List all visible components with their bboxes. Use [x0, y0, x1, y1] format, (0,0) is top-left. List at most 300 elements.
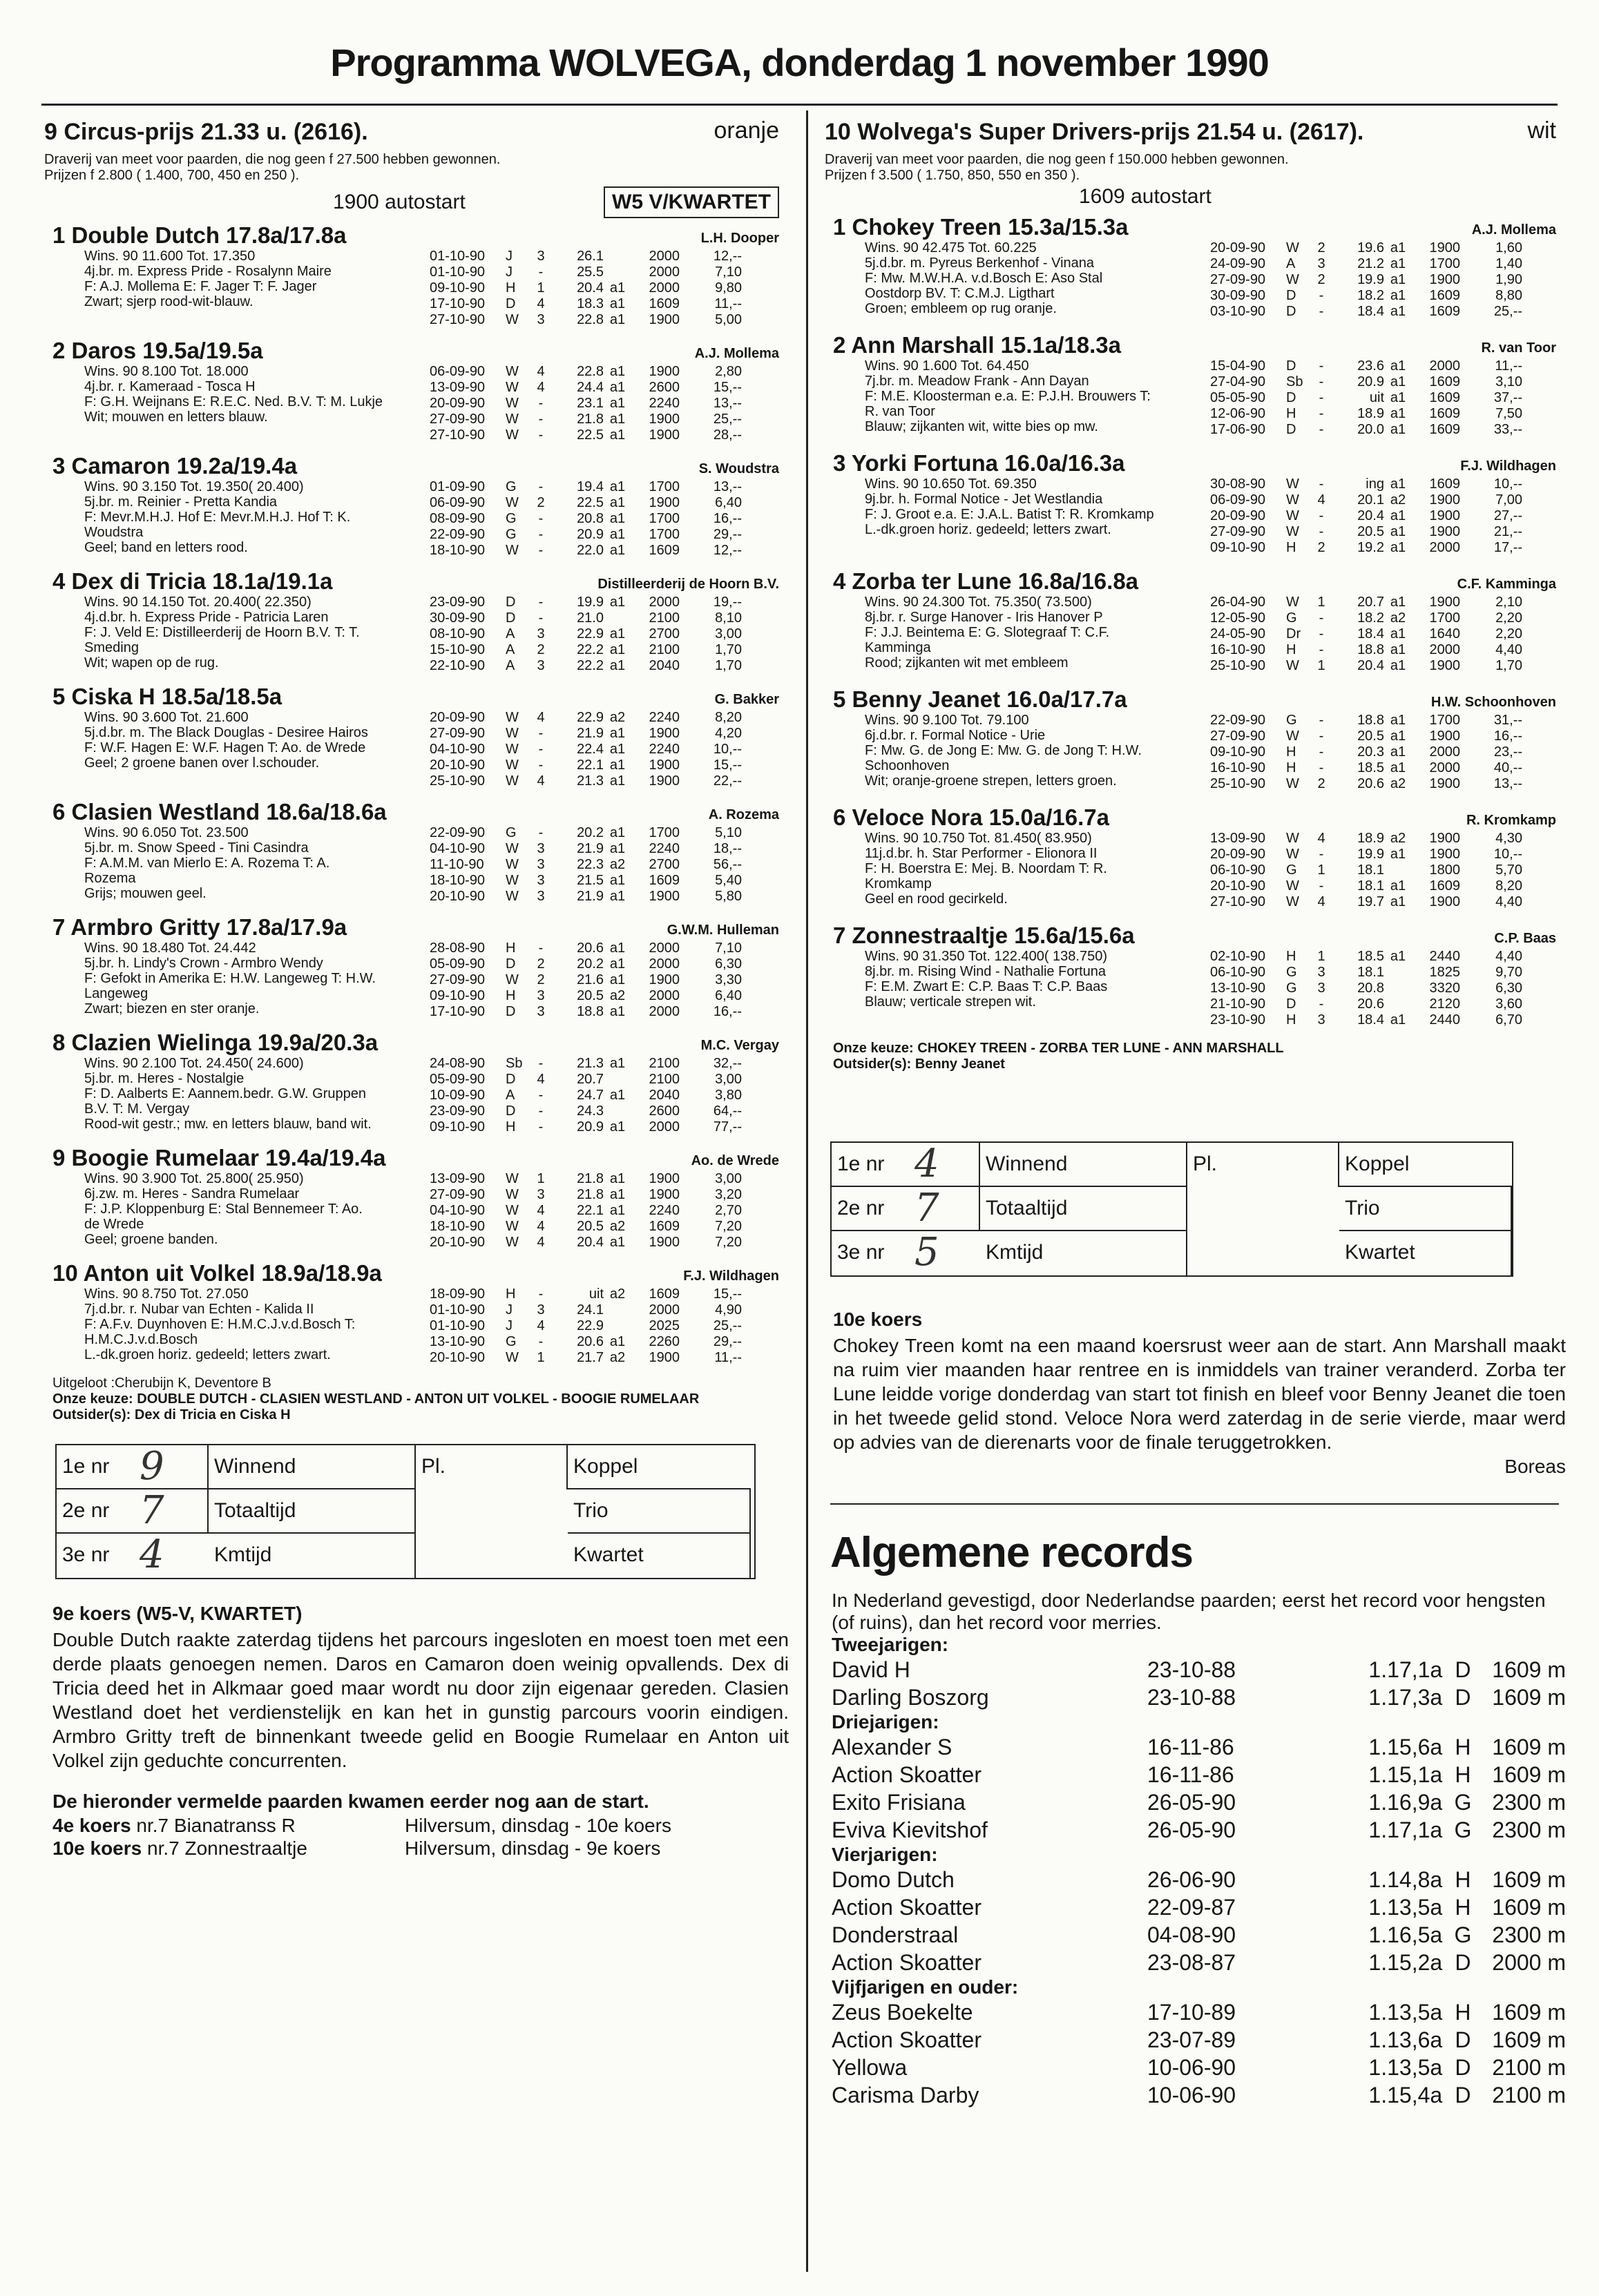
form-place: -	[1319, 626, 1324, 641]
form-start: a1	[609, 742, 626, 757]
form-time: 20.6	[577, 940, 604, 956]
horse-info-line: Wins. 90 11.600 Tot. 17.350	[84, 249, 256, 264]
form-row	[430, 380, 789, 396]
form-distance: 1900	[649, 773, 680, 789]
record-date: 16-11-86	[1147, 1735, 1234, 1759]
form-distance: 3320	[1429, 981, 1460, 996]
records-group-label: Vijfjarigen en ouder:	[832, 1976, 1019, 1998]
race-condition-line: Draverij van meet voor paarden, die nog geen f 27.500 hebben gewonnen.	[44, 152, 501, 167]
form-place: -	[538, 479, 544, 494]
form-time: 18.4	[1357, 626, 1384, 641]
form-start: a1	[609, 543, 626, 558]
form-track: J	[506, 1318, 513, 1333]
record-time: 1.15,2a	[1368, 1950, 1443, 1975]
form-distance: 1609	[649, 1219, 680, 1234]
form-track: D	[1286, 304, 1296, 319]
form-date: 17-06-90	[1210, 422, 1266, 437]
horse-details	[43, 710, 789, 789]
form-place: 1	[1317, 658, 1325, 673]
form-odds: 16,--	[713, 1004, 742, 1019]
form-distance: 2000	[1429, 642, 1460, 657]
form-start: a1	[1390, 713, 1406, 728]
form-row	[1210, 878, 1566, 894]
record-track: H	[1455, 1895, 1471, 1920]
horse-info-line: 5j.br. h. Lindy's Crown - Armbro Wendy	[84, 956, 323, 971]
horse-info-line: Wins. 90 9.100 Tot. 79.100	[865, 713, 1029, 728]
form-time: 18.8	[1357, 642, 1384, 657]
horse-info-line: F: A.M.M. van Mierlo E: A. Rozema T: A.	[84, 856, 330, 871]
form-time: 22.3	[577, 857, 604, 872]
form-time: 22.1	[577, 1203, 604, 1218]
form-track: W	[506, 857, 519, 872]
form-date: 09-10-90	[1210, 540, 1266, 555]
record-row	[832, 1998, 1566, 2026]
form-time: 22.1	[577, 758, 604, 773]
record-horse: Donderstraal	[832, 1922, 959, 1947]
form-odds: 23,--	[1493, 744, 1522, 760]
form-distance: 2040	[649, 658, 680, 673]
form-date: 20-09-90	[1210, 847, 1266, 862]
handwritten-number: 9	[140, 1444, 164, 1489]
horse-entry	[823, 923, 1566, 1028]
form-place: 4	[537, 1072, 545, 1087]
form-place: -	[538, 1088, 544, 1103]
form-distance: 2120	[1429, 996, 1460, 1012]
form-start: a1	[609, 626, 626, 641]
form-odds: 9,80	[715, 280, 742, 296]
form-time: 18.5	[1357, 949, 1384, 964]
result-label: Koppel	[573, 1455, 638, 1478]
horse-details	[43, 825, 789, 905]
record-distance: 1609 m	[1492, 1657, 1566, 1682]
form-time: 18.5	[1357, 760, 1384, 775]
result-cell	[1339, 1143, 1512, 1187]
form-distance: 1900	[1429, 272, 1460, 287]
form-row	[430, 1302, 789, 1318]
form-place: 3	[1317, 965, 1325, 980]
form-time: 20.4	[577, 280, 604, 296]
form-date: 12-06-90	[1210, 406, 1266, 421]
form-start	[604, 610, 631, 626]
form-place: 3	[1317, 256, 1325, 271]
horse-name: 8 Clazien Wielinga 19.9a/20.3a	[52, 1030, 379, 1055]
form-start: a1	[1390, 358, 1406, 374]
form-odds: 6,30	[715, 956, 742, 972]
race-title: 10 Wolvega's Super Drivers-prijs 21.54 u. (2617).	[825, 119, 1364, 145]
form-row	[1210, 658, 1566, 674]
horse-info-line: Wins. 90 2.100 Tot. 24.450( 24.600)	[84, 1056, 304, 1071]
form-row	[1210, 729, 1566, 744]
form-odds: 28,--	[713, 427, 742, 443]
form-track: W	[506, 396, 519, 411]
form-odds: 2,10	[1495, 595, 1522, 610]
form-time: 21.2	[1357, 256, 1384, 271]
record-row	[832, 2081, 1566, 2109]
form-row	[1210, 949, 1566, 965]
horse-name: 1 Chokey Treen 15.3a/15.3a	[833, 214, 1129, 240]
form-date: 27-09-90	[430, 972, 486, 987]
record-horse: Zeus Boekelte	[832, 2000, 973, 2025]
prev-horse: nr.7 Zonnestraaltje	[147, 1837, 307, 1859]
record-track: H	[1455, 1735, 1471, 1759]
form-track: G	[1286, 965, 1297, 980]
bet-type-box: W5 V/KWARTET	[604, 186, 779, 218]
horse-info-line: 5j.d.br. m. Pyreus Berkenhof - Vinana	[865, 255, 1095, 271]
form-row	[1210, 540, 1566, 556]
form-start: a1	[1390, 760, 1406, 775]
form-start	[604, 249, 631, 264]
form-row	[430, 726, 789, 742]
form-place: 4	[1317, 492, 1325, 508]
form-track: W	[506, 841, 519, 856]
horse-details	[823, 831, 1566, 910]
form-start: a1	[609, 1004, 626, 1019]
horse-info-line: Zwart; biezen en ster oranje.	[84, 1001, 260, 1016]
form-odds: 7,10	[715, 940, 742, 956]
form-date: 20-09-90	[430, 396, 486, 411]
horse-entry	[823, 686, 1566, 792]
horse-info	[823, 831, 1210, 910]
form-distance: 2000	[649, 595, 680, 610]
horse-info-line: F: J. Groot e.a. E: J.A.L. Batist T: R. Kromkamp	[865, 507, 1154, 522]
pick-line: Onze keuze: DOUBLE DUTCH - CLASIEN WESTLAND - ANTON UIT VOLKEL - BOOGIE RUMELAAR	[52, 1391, 700, 1407]
record-distance: 1609 m	[1492, 1895, 1566, 1920]
form-distance: 1900	[649, 1187, 680, 1202]
form-date: 22-09-90	[1210, 713, 1266, 728]
result-label: Totaaltijd	[986, 1197, 1068, 1219]
form-distance: 1900	[1429, 894, 1460, 909]
form-odds: 6,70	[1495, 1012, 1522, 1028]
form-date: 24-05-90	[1210, 626, 1266, 641]
form-date: 25-10-90	[430, 773, 486, 789]
horse-entry	[43, 684, 789, 789]
form-start: a1	[1390, 406, 1406, 421]
horse-name: 6 Clasien Westland 18.6a/18.6a	[52, 799, 387, 824]
form-time: 19.9	[577, 595, 604, 610]
form-place: -	[1319, 476, 1324, 492]
form-row	[430, 396, 789, 412]
horse-info-line: Rood-wit gestr.; mw. en letters blauw, band wit.	[84, 1117, 372, 1132]
form-distance: 2100	[649, 1072, 680, 1087]
horse-info-line: 7j.br. m. Meadow Frank - Ann Dayan	[865, 374, 1089, 389]
form-time: 19.2	[1357, 540, 1384, 555]
form-place: 4	[1317, 831, 1325, 846]
form-distance: 2600	[649, 380, 680, 395]
record-date: 23-10-88	[1147, 1657, 1236, 1682]
record-horse: David H	[832, 1657, 910, 1682]
horse-name: 7 Zonnestraaltje 15.6a/15.6a	[833, 923, 1135, 948]
form-place: -	[1319, 288, 1324, 303]
form-odds: 13,--	[713, 396, 742, 411]
form-track: H	[506, 988, 516, 1003]
record-distance: 1609 m	[1492, 1735, 1566, 1759]
horse-info-line: Zwart; sjerp rood-wit-blauw.	[84, 294, 253, 309]
form-table	[1210, 595, 1566, 674]
form-start: a1	[609, 773, 626, 789]
form-time: 22.2	[577, 642, 604, 657]
horse-list	[823, 214, 1566, 1028]
horse-owner: A.J. Mollema	[694, 346, 779, 361]
form-row	[430, 742, 789, 758]
form-track: A	[506, 642, 515, 657]
form-row	[430, 296, 789, 312]
form-distance: 2000	[649, 956, 680, 972]
form-time: 21.9	[577, 889, 604, 904]
form-date: 24-08-90	[430, 1056, 486, 1071]
form-place: 4	[537, 1219, 545, 1234]
form-place: -	[1319, 358, 1324, 374]
horse-info	[823, 358, 1210, 438]
horse-info-line: H.M.C.J.v.d.Bosch	[84, 1332, 198, 1347]
form-start: a1	[1390, 476, 1406, 492]
result-label: 2e nr	[837, 1197, 885, 1219]
horse-info-line: Rood; zijkanten wit met embleem	[865, 655, 1069, 671]
form-start: a1	[1390, 626, 1406, 641]
form-distance: 1900	[1429, 776, 1460, 791]
record-track: D	[1455, 2027, 1471, 2052]
horse-info-line: Wins. 90 6.050 Tot. 23.500	[84, 825, 249, 840]
horse-owner: C.P. Baas	[1494, 931, 1556, 946]
form-track: W	[1286, 272, 1299, 287]
form-time: 20.7	[1357, 595, 1384, 610]
form-distance: 1609	[1429, 406, 1460, 421]
horse-info-line: F: Mevr.M.H.J. Hof E: Mevr.M.H.J. Hof T: K.	[84, 510, 351, 525]
form-distance: 2240	[649, 742, 680, 757]
form-track: H	[1286, 1012, 1296, 1028]
form-odds: 15,--	[713, 1286, 742, 1302]
record-date: 04-08-90	[1147, 1922, 1236, 1947]
form-date: 20-10-90	[430, 758, 486, 773]
form-track: Sb	[506, 1056, 523, 1071]
horse-info-line: de Wrede	[84, 1217, 144, 1232]
form-odds: 3,00	[715, 626, 742, 641]
record-time: 1.13,5a	[1368, 2000, 1443, 2025]
form-odds: 13,--	[713, 479, 742, 494]
horse-entry	[823, 332, 1566, 438]
form-place: 1	[1317, 595, 1325, 610]
form-date: 04-10-90	[430, 1203, 486, 1218]
horse-info-line: L.-dk.groen horiz. gedeeld; letters zwart.	[84, 1347, 331, 1362]
form-distance: 1900	[1429, 847, 1460, 862]
form-date: 27-09-90	[430, 412, 486, 427]
horse-info-line: Wins. 90 24.300 Tot. 75.350( 73.500)	[865, 595, 1092, 610]
form-date: 06-10-90	[1210, 862, 1266, 878]
form-odds: 10,--	[1493, 847, 1522, 862]
form-start: a1	[1390, 949, 1406, 964]
horse-info-line: F: J.J. Beintema E: G. Slotegraaf T: C.F.	[865, 625, 1110, 640]
form-distance: 1700	[1429, 256, 1460, 271]
form-row	[430, 956, 789, 972]
form-place: 4	[537, 1235, 545, 1250]
form-date: 22-10-90	[430, 658, 486, 673]
form-start: a1	[609, 595, 626, 610]
form-time: 20.9	[577, 1119, 604, 1135]
record-horse: Carisma Darby	[832, 2083, 979, 2107]
form-place: -	[1319, 406, 1324, 421]
form-odds: 2,20	[1495, 626, 1522, 641]
form-odds: 25,--	[1493, 304, 1522, 319]
horse-info-line: Wins. 90 42.475 Tot. 60.225	[865, 240, 1037, 255]
form-distance: 2240	[649, 396, 680, 411]
form-odds: 5,10	[715, 825, 742, 840]
form-place: 3	[537, 988, 545, 1003]
horse-info	[43, 825, 430, 905]
horse-info-line: 5j.d.br. m. The Black Douglas - Desiree Hairos	[84, 725, 368, 740]
horse-info-line: F: Mw. G. de Jong E: Mw. G. de Jong T: H.W.	[865, 743, 1142, 758]
form-time: 20.2	[577, 825, 604, 840]
form-time: 20.6	[1357, 996, 1384, 1012]
form-row	[1210, 776, 1566, 792]
form-row	[1210, 272, 1566, 288]
form-time: 23.1	[577, 396, 604, 411]
handwritten-number: 7	[140, 1488, 164, 1533]
form-time: 22.5	[577, 427, 604, 443]
form-place: -	[538, 264, 544, 280]
horse-info-line: F: A.F.v. Duynhoven E: H.M.C.J.v.d.Bosch T:	[84, 1317, 356, 1332]
form-distance: 1900	[649, 1235, 680, 1250]
form-row	[430, 495, 789, 511]
form-time: 23.6	[1357, 358, 1384, 374]
record-distance: 2100 m	[1492, 2055, 1566, 2080]
form-odds: 7,50	[1495, 406, 1522, 421]
horse-info-line: 5j.br. m. Snow Speed - Tini Casindra	[84, 840, 309, 856]
pick-line: Onze keuze: CHOKEY TREEN - ZORBA TER LUNE - ANN MARSHALL	[833, 1041, 1284, 1056]
form-row	[430, 857, 789, 873]
form-table	[1210, 358, 1566, 438]
form-date: 22-09-90	[430, 825, 486, 840]
form-place: -	[538, 726, 544, 741]
form-place: 4	[537, 380, 545, 395]
horse-name: 3 Yorki Fortuna 16.0a/16.3a	[833, 450, 1125, 476]
form-date: 25-10-90	[1210, 658, 1266, 673]
form-track: J	[506, 1302, 513, 1318]
form-place: 3	[537, 658, 545, 673]
form-track: W	[1286, 831, 1299, 846]
form-place: -	[1319, 304, 1324, 319]
result-label: Totaaltijd	[214, 1499, 296, 1522]
race-condition-line: Draverij van meet voor paarden, die nog geen f 150.000 hebben gewonnen.	[825, 152, 1289, 167]
left-column	[43, 116, 789, 1860]
horse-info-line: Wins. 90 10.750 Tot. 81.450( 83.950)	[865, 831, 1092, 846]
horse-name: 10 Anton uit Volkel 18.9a/18.9a	[52, 1260, 382, 1286]
form-distance: 2600	[649, 1103, 680, 1119]
horse-owner: R. van Toor	[1481, 340, 1556, 356]
form-start: a1	[609, 495, 626, 510]
form-row	[430, 1187, 789, 1203]
form-row	[430, 940, 789, 956]
form-time: 21.9	[577, 726, 604, 741]
form-row	[430, 758, 789, 773]
horse-info-line: Wins. 90 3.900 Tot. 25.800( 25.950)	[84, 1171, 304, 1186]
form-time: 22.9	[577, 1318, 604, 1333]
record-row	[832, 1788, 1566, 1816]
form-odds: 29,--	[713, 527, 742, 542]
form-odds: 15,--	[713, 380, 742, 395]
form-distance: 2000	[1429, 760, 1460, 775]
form-start: a1	[1390, 256, 1406, 271]
form-time: 19.7	[1357, 894, 1384, 909]
form-start: a1	[609, 427, 626, 443]
form-row	[1210, 422, 1566, 438]
result-cell	[1339, 1187, 1512, 1231]
form-row	[430, 412, 789, 427]
result-box	[830, 1141, 1513, 1277]
form-row	[430, 1056, 789, 1072]
horse-info-line: Kromkamp	[865, 876, 932, 891]
form-odds: 27,--	[1493, 508, 1522, 523]
form-start: a2	[609, 1350, 626, 1365]
form-place: -	[538, 1103, 544, 1119]
horse-info	[43, 595, 430, 674]
form-distance: 1900	[649, 427, 680, 443]
form-track: D	[506, 1072, 516, 1087]
race-9-header	[43, 116, 789, 152]
form-place: -	[1319, 508, 1324, 523]
form-row	[430, 595, 789, 610]
record-track: G	[1454, 1922, 1472, 1947]
form-start: a1	[1390, 374, 1406, 389]
form-table	[430, 1286, 789, 1366]
form-track: W	[506, 543, 519, 558]
form-place: 3	[537, 249, 545, 264]
form-start: a1	[609, 527, 626, 542]
form-start: a2	[1390, 492, 1406, 508]
form-start: a1	[609, 1119, 626, 1135]
form-date: 06-09-90	[430, 495, 486, 510]
form-row	[430, 511, 789, 527]
form-distance: 2700	[649, 626, 680, 641]
horse-owner: L.H. Dooper	[700, 231, 779, 246]
record-horse: Exito Frisiana	[832, 1790, 966, 1815]
horse-info-line: 8j.br. r. Surge Hanover - Iris Hanover P	[865, 610, 1103, 625]
horse-info-line: 5j.br. m. Reinier - Pretta Kandia	[84, 494, 278, 510]
horse-info-line: Wins. 90 18.480 Tot. 24.442	[84, 940, 256, 956]
form-track: J	[506, 264, 513, 280]
form-time: 18.4	[1357, 1012, 1384, 1028]
form-row	[1210, 508, 1566, 524]
form-date: 09-10-90	[430, 280, 486, 296]
form-track: W	[506, 1187, 519, 1202]
form-start: a1	[609, 364, 626, 379]
form-start	[604, 264, 631, 280]
horse-name: 9 Boogie Rumelaar 19.4a/19.4a	[52, 1145, 386, 1170]
form-row	[430, 988, 789, 1004]
form-start: a2	[1390, 776, 1406, 791]
form-track: H	[1286, 540, 1296, 555]
result-label: Winnend	[986, 1152, 1068, 1175]
form-time: 21.3	[577, 1056, 604, 1071]
form-start	[1384, 862, 1412, 878]
form-start: a1	[1390, 240, 1406, 255]
form-odds: 3,80	[715, 1088, 742, 1103]
form-start	[604, 1302, 631, 1318]
form-place: 2	[1317, 540, 1325, 555]
form-time: 20.2	[577, 956, 604, 972]
form-date: 18-10-90	[430, 873, 486, 888]
form-odds: 12,--	[713, 543, 742, 558]
form-date: 28-08-90	[430, 940, 486, 956]
form-distance: 2100	[649, 1056, 680, 1071]
form-track: W	[506, 312, 519, 327]
horse-list	[43, 222, 789, 1366]
form-date: 15-04-90	[1210, 358, 1266, 374]
horse-owner: A. Rozema	[708, 807, 779, 822]
horse-info-line: Geel; 2 groene banen over l.schouder.	[84, 755, 320, 771]
form-start: a1	[609, 1088, 626, 1103]
horse-entry	[43, 914, 789, 1020]
form-row	[1210, 894, 1566, 910]
form-date: 30-09-90	[430, 610, 486, 626]
